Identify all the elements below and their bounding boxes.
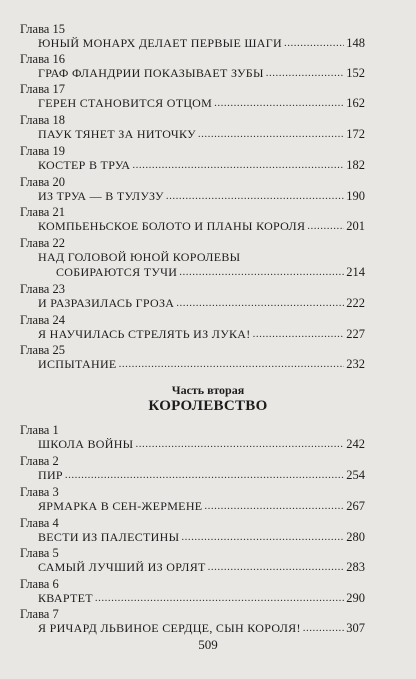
page-number: 280	[346, 530, 365, 544]
chapter-title: Я НАУЧИЛАСЬ СТРЕЛЯТЬ ИЗ ЛУКА!	[38, 327, 251, 341]
toc-entry[interactable]	[20, 52, 365, 81]
page-number: 201	[346, 219, 365, 233]
page-number: 214	[346, 265, 365, 279]
chapter-title: ИЗ ТРУА — В ТУЛУЗУ	[38, 189, 164, 203]
chapter-title: ЯРМАРКА В СЕН-ЖЕРМЕНЕ	[38, 499, 203, 513]
chapter-title: КОСТЕР В ТРУА	[38, 158, 131, 172]
toc-entry[interactable]	[20, 516, 365, 545]
dot-leader	[181, 530, 344, 545]
chapter-number: Глава 1	[20, 423, 59, 437]
toc-entry[interactable]	[20, 454, 365, 483]
toc-entry[interactable]	[20, 343, 365, 372]
chapter-title-continued: СОБИРАЮТСЯ ТУЧИ	[56, 265, 178, 279]
dot-leader	[253, 327, 345, 342]
page-number: 172	[346, 127, 365, 141]
chapter-number: Глава 6	[20, 577, 59, 591]
chapter-number: Глава 20	[20, 175, 65, 189]
page-number: 182	[346, 158, 365, 172]
chapter-number: Глава 25	[20, 343, 65, 357]
dot-leader	[198, 127, 344, 142]
dot-leader	[303, 621, 345, 636]
chapter-number: Глава 17	[20, 82, 65, 96]
page-number: 232	[346, 357, 365, 371]
part-label: Часть вторая	[171, 383, 245, 397]
page-number: 254	[346, 468, 365, 482]
chapter-number: Глава 15	[20, 22, 65, 36]
chapter-title: КОМПЬЕНЬСКОЕ БОЛОТО И ПЛАНЫ КОРОЛЯ	[38, 219, 306, 233]
chapter-title: ГРАФ ФЛАНДРИИ ПОКАЗЫВАЕТ ЗУБЫ	[38, 66, 264, 80]
toc-entry[interactable]	[20, 282, 365, 311]
dot-leader	[214, 96, 344, 111]
chapter-number: Глава 23	[20, 282, 65, 296]
dot-leader	[135, 437, 344, 452]
chapter-title: ГЕРЕН СТАНОВИТСЯ ОТЦОМ	[38, 96, 213, 110]
page-number: 162	[346, 96, 365, 110]
chapter-number: Глава 21	[20, 205, 65, 219]
page-number: 290	[346, 591, 365, 605]
page-number: 307	[346, 621, 365, 635]
chapter-title: ПАУК ТЯНЕТ ЗА НИТОЧКУ	[38, 127, 196, 141]
chapter-number: Глава 18	[20, 113, 65, 127]
chapter-number: Глава 24	[20, 313, 65, 327]
page-number: 190	[346, 189, 365, 203]
toc-entry[interactable]	[20, 423, 365, 452]
dot-leader	[307, 219, 344, 234]
dot-leader	[132, 158, 344, 173]
page-number: 267	[346, 499, 365, 513]
toc-entry[interactable]	[20, 546, 365, 575]
chapter-title: НАД ГОЛОВОЙ ЮНОЙ КОРОЛЕВЫ	[38, 250, 241, 264]
page-number: 222	[346, 296, 365, 310]
page-folio: 509	[198, 637, 218, 652]
dot-leader	[266, 66, 345, 81]
page-number: 152	[346, 66, 365, 80]
toc-entry[interactable]	[20, 205, 365, 234]
page-number: 148	[346, 36, 365, 50]
dot-leader	[176, 296, 344, 311]
dot-leader	[208, 560, 345, 575]
toc-entry[interactable]	[20, 175, 365, 204]
toc-entry[interactable]	[20, 607, 365, 636]
chapter-number: Глава 19	[20, 144, 65, 158]
dot-leader	[166, 189, 344, 204]
part-title: КОРОЛЕВСТВО	[148, 398, 268, 414]
chapter-title: ИСПЫТАНИЕ	[38, 357, 117, 371]
chapter-number: Глава 4	[20, 516, 59, 530]
chapter-title: ЮНЫЙ МОНАРХ ДЕЛАЕТ ПЕРВЫЕ ШАГИ	[38, 36, 282, 50]
toc-entry[interactable]	[20, 113, 365, 142]
chapter-title: ВЕСТИ ИЗ ПАЛЕСТИНЫ	[38, 530, 180, 544]
toc-entry[interactable]	[20, 236, 365, 280]
chapter-title: КВАРТЕТ	[38, 591, 93, 605]
chapter-number: Глава 5	[20, 546, 59, 560]
chapter-title: И РАЗРАЗИЛАСЬ ГРОЗА	[38, 296, 175, 310]
chapter-title: ПИР	[38, 468, 63, 482]
chapter-title: САМЫЙ ЛУЧШИЙ ИЗ ОРЛЯТ	[38, 560, 206, 574]
dot-leader	[179, 265, 344, 280]
chapter-number: Глава 16	[20, 52, 65, 66]
chapter-number: Глава 3	[20, 485, 59, 499]
toc-entry[interactable]	[20, 577, 365, 606]
toc-entry[interactable]	[20, 485, 365, 514]
toc-entry[interactable]	[20, 82, 365, 111]
dot-leader	[284, 36, 344, 51]
chapter-title: ШКОЛА ВОЙНЫ	[38, 437, 134, 451]
chapter-title: Я РИЧАРД ЛЬВИНОЕ СЕРДЦЕ, СЫН КОРОЛЯ!	[38, 621, 301, 635]
chapter-number: Глава 2	[20, 454, 59, 468]
dot-leader	[95, 591, 344, 606]
toc-entry[interactable]	[20, 144, 365, 173]
chapter-number: Глава 7	[20, 607, 59, 621]
page-number: 242	[346, 437, 365, 451]
page-number: 227	[346, 327, 365, 341]
dot-leader	[65, 468, 344, 483]
toc-entry[interactable]	[20, 22, 365, 51]
dot-leader	[119, 357, 345, 372]
chapter-number: Глава 22	[20, 236, 65, 250]
page-number: 283	[346, 560, 365, 574]
toc-entry[interactable]	[20, 313, 365, 342]
dot-leader	[204, 499, 344, 514]
